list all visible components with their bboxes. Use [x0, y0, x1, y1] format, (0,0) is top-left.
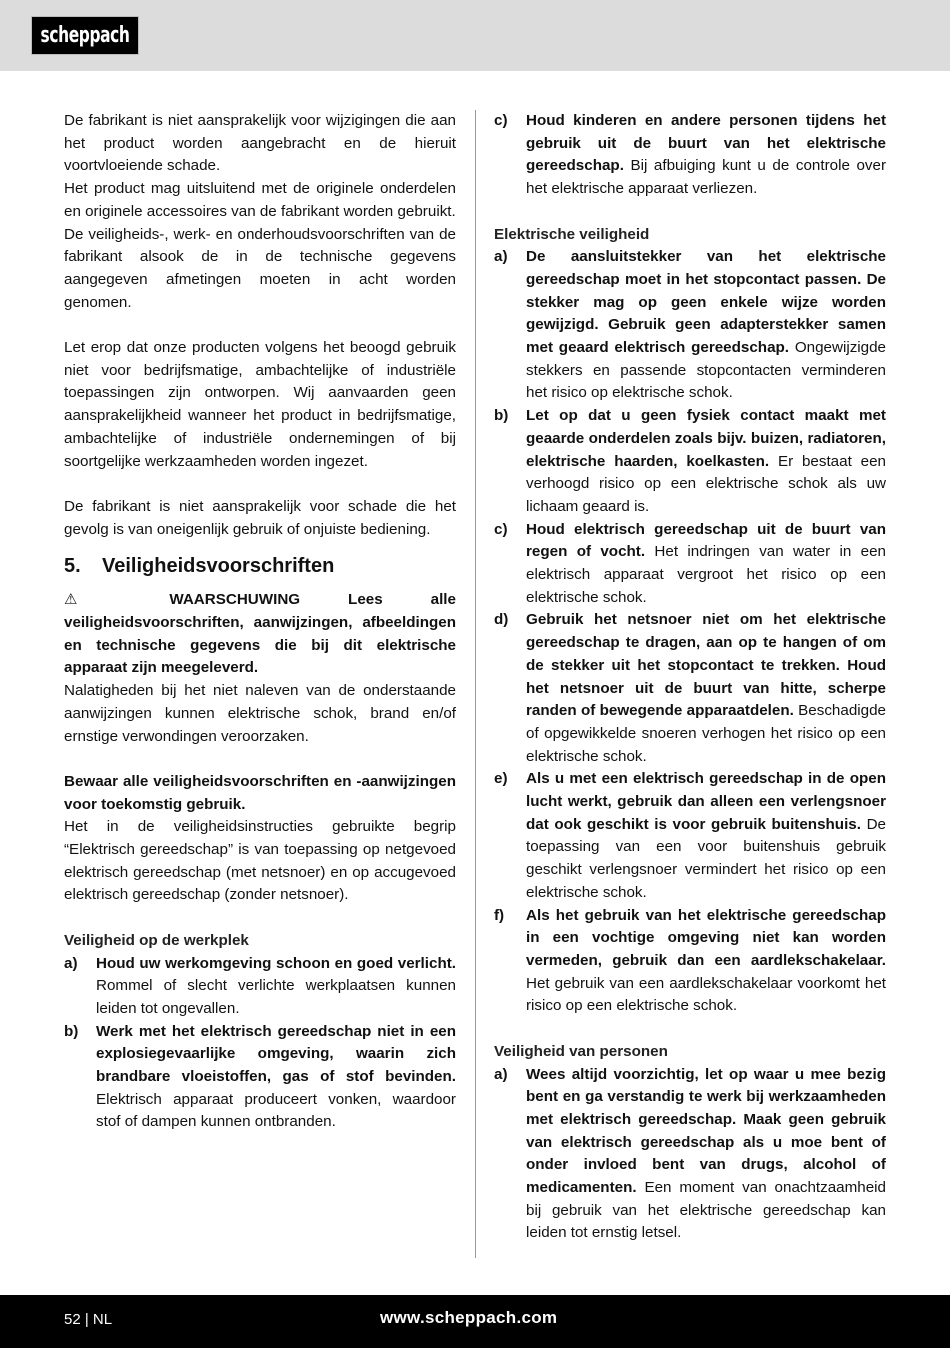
page-number: 52 | NL	[64, 1311, 113, 1328]
list-item: c) Houd kinderen en andere personen tijdens het gebruik uit de buurt van het elektrische gereedschap. Bij afbuiging kunt u de controle over het elektrische apparaat verliezen.	[494, 112, 886, 198]
warning-icon: ⚠	[64, 591, 122, 609]
section-heading: 5. Veiligheidsvoorschriften	[64, 555, 335, 578]
scheppach-logo: scheppach	[31, 16, 139, 55]
paragraph: De fabrikant is niet aansprakelijk voor schade die het gevolg is van oneigenlijk gebruik of onjuiste bediening.	[64, 497, 456, 538]
right-column	[494, 110, 886, 1245]
paragraph: Let erop dat onze producten volgens het beoogd gebruik niet voor bedrijfsmatige, ambachtelijke of industriële toepassingen zijn ontworpen. Wij aanvaarden geen aansprakelijkheid wanneer het product in bedrijfsmatige, ambachtelijke of industriële ondernemingen of bij soortgelijke werkzaamheden worden ingezet.	[64, 339, 456, 470]
subsection-title: Veiligheid van personen	[494, 1042, 668, 1060]
page-header	[0, 0, 950, 71]
list-item: f) Als het gebruik van het elektrische gereedschap in een vochtige omgeving niet kan worden vermeden, gebruik dan een aardlekschakelaar. Het gebruik van een aardlekschakelaar voorkomt het risico op een elektrische schok.	[494, 906, 886, 1015]
keep-instructions-paragraph: Bewaar alle veiligheidsvoorschriften en -aanwijzingen voor toekomstig gebruik. Het in de veiligheidsinstructies gebruikte begrip “Elektrisch gereedschap” is van toepassing op netgevoed elektrisch gereedschap (met netsnoer) en op accugevoed elektrisch gereedschap (zonder netsnoer).	[64, 772, 456, 904]
paragraph: De fabrikant is niet aansprakelijk voor wijzigingen die aan het product worden aangebracht en de hieruit voortvloeiende schade.	[64, 112, 456, 175]
list-item: a) De aansluitstekker van het elektrische gereedschap moet in het stopcontact passen. De stekker mag op geen enkele wijze worden gewijzigd. Gebruik geen adapterstekker samen met geaard elektrisch gereedschap. Ongewijzigde stekkers en passende stopcontacten verminderen het risico op elektrische schok.	[494, 248, 886, 402]
list-item: b) Let op dat u geen fysiek contact maakt met geaarde onderdelen zoals bijv. buizen, radiatoren, elektrische haarden, koelkasten. Er bestaat een verhoogd risico op een elektrische schok als uw lichaam geaard is.	[494, 407, 886, 515]
list-item: b) Werk met het elektrisch gereedschap niet in een explosiegevaarlijke omgeving, waarin zich brandbare vloeistoffen, gas of stof bevinden. Elektrisch apparaat produceert vonken, waardoor stof of dampen kunnen ontbranden.	[64, 1022, 456, 1131]
list-item: e) Als u met een elektrisch gereedschap in de open lucht werkt, gebruik dan alleen een verlengsnoer dat ook geschikt is voor gebruik buitenshuis. De toepassing van een voor buitenshuis gebruik geschikt verlengsnoer vermindert het risico op een elektrische schok.	[494, 770, 886, 901]
warning-paragraph: ⚠ WAARSCHUWING Lees alle veiligheidsvoorschriften, aanwijzingen, afbeeldingen en technische gegevens die bij dit elektrische apparaat zijn meegeleverd. Nalatigheden bij het niet naleven van de onderstaande aanwijzingen kunnen elektrische schok, brand en/of ernstige verwondingen veroorzaken.	[64, 591, 456, 745]
list-item: d) Gebruik het netsnoer niet om het elektrische gereedschap te dragen, aan op te hangen of om de stekker uit het stopcontact te trekken. Houd het netsnoer uit de buurt van hitte, scherpe randen of bewegende apparaatdelen. Beschadigde of opgewikkelde snoeren verhogen het risico op een elektrische schok.	[494, 611, 886, 765]
website-link[interactable]: www.scheppach.com	[380, 1308, 558, 1327]
left-column	[64, 110, 456, 1134]
subsection-title: Elektrische veiligheid	[494, 225, 650, 243]
column-divider	[475, 110, 476, 1258]
paragraph: De veiligheids-, werk- en onderhoudsvoorschriften van de fabrikant alsook de in de technische gegevens aangegeven afmetingen moeten in acht worden genomen.	[64, 225, 456, 311]
paragraph: Het product mag uitsluitend met de originele onderdelen en originele accessoires van de fabrikant worden gebruikt.	[64, 180, 456, 220]
list-item: a) Houd uw werkomgeving schoon en goed verlicht. Rommel of slecht verlichte werkplaatsen kunnen leiden tot ongevallen.	[64, 954, 456, 1017]
list-item: c) Houd elektrisch gereedschap uit de buurt van regen of vocht. Het indringen van water in een elektrisch apparaat vergroot het risico op een elektrische schok.	[494, 520, 886, 606]
subsection-title: Veiligheid op de werkplek	[64, 931, 249, 949]
list-item: a) Wees altijd voorzichtig, let op waar u mee bezig bent en ga verstandig te werk bij werkzaamheden met elektrisch gereedschap. Maak geen gebruik van elektrisch gereedschap als u moe bent of onder invloed bent van drugs, alcohol of medicamenten. Een moment van onachtzaamheid bij gebruik van het elektrische gereedschap kan leiden tot ernstig letsel.	[494, 1065, 886, 1242]
page-footer	[0, 1295, 950, 1348]
